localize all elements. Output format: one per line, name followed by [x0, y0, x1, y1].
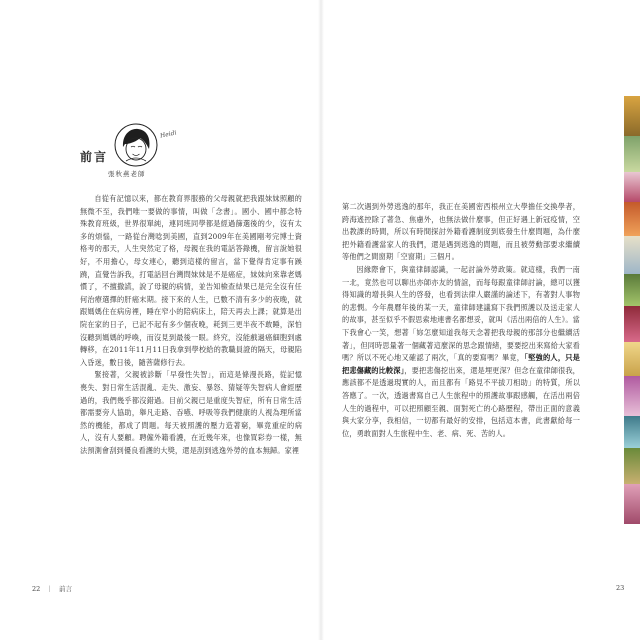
right-paragraph-2-start: 因緣際會下，與童律師認識，一起討論外勞政策。就這樣，我們一南一北，竟然也可以聊出亦師亦友的情誼，而每每跟童律師討論，總可以獲得知識的增長與人生的啓發，也看到法律人嚴謹的論述下，有著對人事物的悲憫。今年農曆年後的某一天，童律師建議寫下我們照護以及送走家人的故事，甚至似乎不假思索地連書名都想妥，就叫《活出兩倍的人生》。當下我會心一笑，想著「妳怎麼知道我每天念著把我母親的那部分也繼續活著」，但同時思量著一個藏著這麼深的思念跟情緒，要要挖出來寫給大家看嗎？所以不死心地又確認了兩次，「真的要寫嗎？畢竟， [342, 264, 580, 363]
portrait-sketch-icon [114, 123, 158, 167]
left-paragraph-1: 自從有記憶以來，都在教育界服務的父母親就把我跟妹妹照顧的無微不至，我們唯一要做的事情，叫做「念書」。國小、國中都念特殊教育班級，世界很單純，連同班同學都是經過篩選後的少，沒有太多的煩惱，一路從台灣唸到美國，直到2009年在美國剛考完博士資格考的那天，人生突然定了格，母親在我的電話答錄機，留言說她很好，不用擔心，母女連心，聽到這樣的留言，當下覺得肯定事有蹊蹺，直覺告訴我，打電話回台灣問妹妹是不是癌症，妹妹向來靠老媽慣了，不擅撒謊，說了母親的病情，並告知檢查結果已是完全沒有任何治療選擇的肝癌末期。接下來的人生，已數不清有多少的夜晚，就跟媽媽住在病房裡，睡在窄小的陪病床上，陪天再去上課；就算是出院在家的日子，已記不起有多少個夜晚，耗到三更半夜不敢睡，深怕沒聽到媽媽的呼喚，而沒見到最後一眼。終究，沒能戲過癌細胞到處轉移，在2011年11月11日我拿到學校給的教職員證的隔天，母親陷入昏迷，數日後，隨菩薩修行去。 [80, 194, 302, 367]
right-paragraph-2 [342, 264, 580, 440]
folio-section-title: 前言 [58, 585, 72, 593]
right-body-text [342, 201, 580, 440]
signature-chinese: 張秋燕老師 [108, 170, 146, 178]
painting-edge-strip [624, 96, 640, 544]
right-paragraph-1: 第二次遇到外勞逃逸的那年，我正在美國密西根州立大學擔任交換學者，跨海遙控除了著急、焦慮外，也無法做什麼事，但正好遇上新冠疫情，空出教課的時間，所以有時間探討外籍看護制度到底發生什麼問題，為什麼把外籍看護當家人的我們，還是遇到逃逸的問題，而且被勞動部要求繼續等他們之間窗期「空窗期」三個月。 [342, 202, 580, 262]
left-paragraph-2: 緊接著，父親被診斷「早發性失智」，而這是條漫長路，從記憶喪失、對日常生活混亂、走失、激妄、暴怒、猜疑等失智病人會經歷過的，我們幾乎都沒錯過。目前父親已是重度失智症，所有日常生活都需要旁人協助，舉凡走路、吞嚥、呼吸等我們健康的人視為理所當然的機能，都成了問題。每天被照護的壓力造著窮，畢竟重症的病人，沒有人要顧。聘僱外籍看護，在近幾年來，也像買彩券一樣，無法預測會刮到優良看護的大獎，還是刮到逃逸外勞的血本無歸。家裡 [80, 370, 302, 455]
emphasis-quote: 「堅強的人，只是把悲傷藏的比較深」 [342, 353, 580, 375]
signature-english: Heidi [159, 129, 178, 140]
left-page-number: 22 [32, 585, 41, 593]
preface-title: 前言 [80, 150, 109, 164]
right-page-number: 23 [616, 584, 625, 592]
author-portrait-illustration [114, 123, 158, 167]
folio-separator: ｜ [46, 585, 53, 593]
left-folio [32, 584, 76, 593]
right-paragraph-2-end: ，要把悲傷挖出來，還是埋更深？但念在童律師很我，應該都不是透過現實的人，而且都有「路見不平拔刀相助」的特質，所以答應了。一次，透過書寫自己人生旅程中的照護故事跟感觸，在活出兩倍人生的過程中，可以把照顧至親、面對死亡的心路歷程，帶出正面的意義與大家分享，我相信，一切都有最好的安排，包括這本書，此書獻給每一位，勇敢面對人生旅程中生、老、病、死、苦的人。 [342, 365, 580, 438]
right-page [322, 0, 640, 640]
left-body-text [80, 193, 302, 457]
